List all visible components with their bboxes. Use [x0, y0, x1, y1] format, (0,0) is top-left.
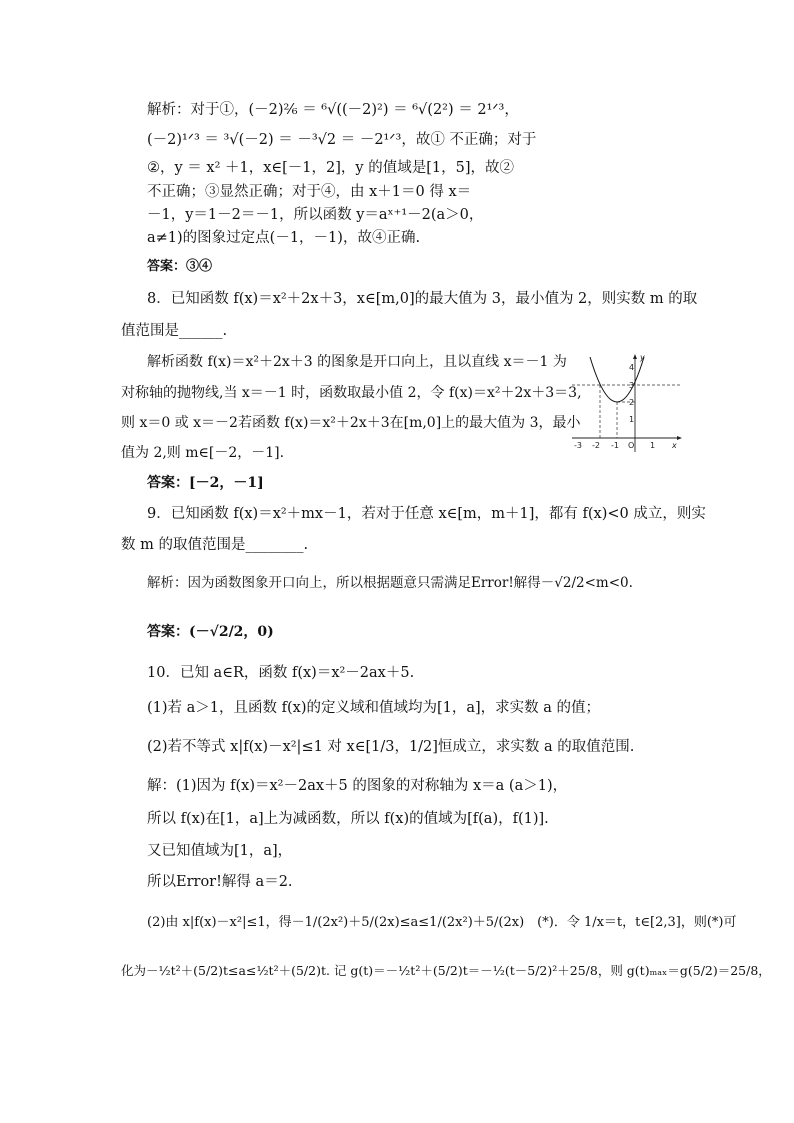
- x-axis-label: x: [672, 441, 677, 450]
- y-tick-label: 1: [629, 415, 635, 424]
- y-axis-label: y: [640, 353, 645, 362]
- solution-9: 解析：因为函数图象开口向上，所以根据题意只需满足Error!解得－√2/2<m<0.: [147, 575, 633, 591]
- solution-10-line-1: 解：(1)因为 f(x)＝x²－2ax＋5 的图象的对称轴为 x＝a (a＞1)，: [147, 778, 568, 794]
- x-axis-arrow: [677, 436, 682, 440]
- y-tick-label: 2: [629, 398, 635, 407]
- origin-label: O: [628, 441, 635, 450]
- solution-10-line-5: (2)由 x|f(x)－x²|≤1，得－1/(2x²)＋5/(2x)≤a≤1/(2x²)＋5/(2x) (*)．令 1/x＝t，t∈[2,3]，则(*)可: [147, 915, 737, 930]
- answer-7: 答案：③④: [147, 259, 213, 274]
- solution-8-line-3: 则 x＝0 或 x＝－2若函数 f(x)＝x²＋2x＋3在[m,0]上的最大值为 3，最小: [121, 415, 581, 431]
- solution-10-line-6: 化为－½t²＋(5/2)t≤a≤½t²＋(5/2)t. 记 g(t)＝－½t²＋(5/2)t＝－½(t－5/2)²＋25/8，则 g(t)ₘₐₓ＝g(5/2)＝25/8，: [121, 963, 771, 978]
- question-8-line-2: 值范围是______.: [121, 323, 228, 339]
- solution-10-line-3: 又已知值域为[1，a]，: [147, 843, 293, 859]
- parabola-graph: [568, 352, 686, 456]
- solution-7-line-1: 解析：对于①，(－2)²⁄₆ ＝ ⁶√((－2)²) ＝ ⁶√(2²) ＝ 2¹ᐟ³，: [147, 102, 519, 118]
- solution-10-line-4: 所以Error!解得 a＝2.: [147, 874, 293, 890]
- question-10-part-1: (1)若 a＞1，且函数 f(x)的定义域和值域均为[1，a]，求实数 a 的值；: [147, 700, 601, 716]
- y-tick-label: 3: [629, 381, 635, 390]
- question-8-line-1: 8．已知函数 f(x)＝x²＋2x＋3，x∈[m,0]的最大值为 3，最小值为 2，则实数 m 的取: [147, 291, 698, 307]
- solution-7-line-6: a≠1)的图象过定点(－1，－1)，故④正确.: [147, 230, 421, 246]
- solution-7-line-3: ②，y ＝ x² ＋1，x∈[－1，2]，y 的值域是[1，5]，故②: [147, 160, 514, 176]
- solution-7-line-2: (－2)¹ᐟ³ ＝ ³√(－2) ＝ －³√2 ＝ －2¹ᐟ³，故① 不正确；对于: [147, 132, 537, 148]
- answer-9: 答案：(－√2/2，0): [147, 624, 274, 640]
- x-tick-label: -2: [592, 441, 600, 450]
- y-tick-label: 4: [629, 363, 635, 372]
- answer-8: 答案：[－2，－1]: [147, 475, 264, 491]
- question-9-line-1: 9．已知函数 f(x)＝x²＋mx－1，若对于任意 x∈[m，m＋1]，都有 f(x)<0 成立，则实: [147, 506, 706, 522]
- y-axis-arrow: [633, 354, 637, 359]
- x-tick-label: 1: [650, 441, 656, 450]
- question-10-part-2: (2)若不等式 x|f(x)－x²|≤1 对 x∈[1/3，1/2]恒成立，求实数 a 的取值范围.: [147, 739, 635, 755]
- solution-8-line-1: 解析函数 f(x)＝x²＋2x＋3 的图象是开口向上，且以直线 x＝－1 为: [147, 354, 567, 370]
- x-tick-label: -3: [574, 441, 582, 450]
- solution-8-line-2: 对称轴的抛物线,当 x＝－1 时，函数取最小值 2，令 f(x)＝x²＋2x＋3＝3,: [121, 385, 582, 401]
- question-9-line-2: 数 m 的取值范围是________.: [121, 537, 309, 553]
- x-tick-label: -1: [611, 441, 619, 450]
- question-10: 10．已知 a∈R，函数 f(x)＝x²－2ax＋5.: [147, 665, 415, 681]
- solution-8-line-4: 值为 2,则 m∈[－2，－1].: [121, 445, 285, 461]
- solution-7-line-4: 不正确；③显然正确；对于④，由 x＋1＝0 得 x＝: [147, 184, 472, 200]
- solution-7-line-5: －1，y＝1－2＝－1，所以函数 y＝aˣ⁺¹－2(a＞0，: [147, 207, 484, 223]
- solution-10-line-2: 所以 f(x)在[1，a]上为减函数，所以 f(x)的值域为[f(a)，f(1)].: [147, 811, 549, 827]
- parabola-curve: [590, 357, 644, 402]
